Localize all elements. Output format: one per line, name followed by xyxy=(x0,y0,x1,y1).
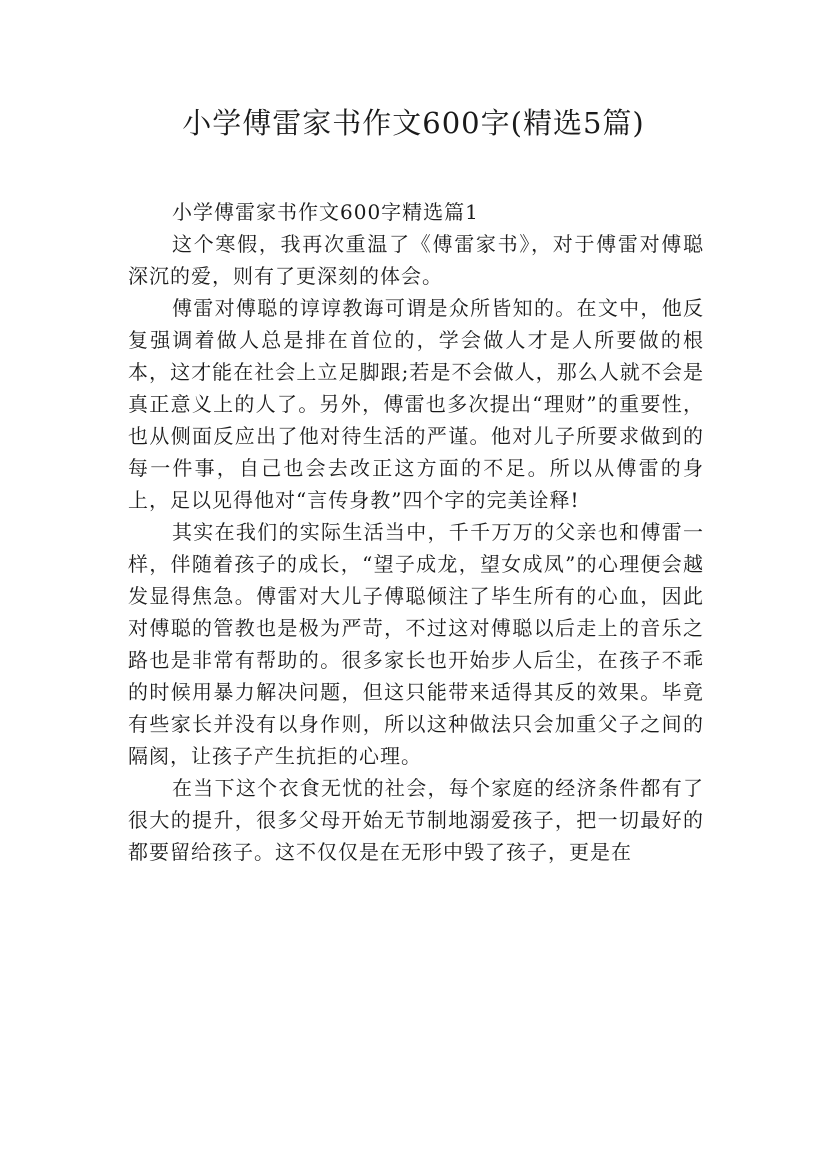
paragraph-4: 在当下这个衣食无忧的社会，每个家庭的经济条件都有了很大的提升，很多父母开始无节制地溺爱孩子，把一切最好的都要留给孩子。这不仅仅是在无形中毁了孩子，更是在 xyxy=(128,776,704,864)
paragraph-2: 傅雷对傅聪的谆谆教诲可谓是众所皆知的。在文中，他反复强调着做人总是排在首位的，学会做人才是人所要做的根本，这才能在社会上立足脚跟;若是不会做人，那么人就不会是真正意义上的人了。另外，傅雷也多次提出“理财”的重要性，也从侧面反应出了他对待生活的严谨。他对儿子所要求做到的每一件事，自己也会去改正这方面的不足。所以从傅雷的身上，足以见得他对“言传身教”四个字的完美诠释! xyxy=(128,296,704,512)
paragraph-1: 这个寒假，我再次重温了《傅雷家书》，对于傅雷对傅聪深沉的爱，则有了更深刻的体会。 xyxy=(128,232,704,288)
section-heading: 小学傅雷家书作文600字精选篇1 xyxy=(172,200,479,224)
paragraph-3: 其实在我们的实际生活当中，千千万万的父亲也和傅雷一样，伴随着孩子的成长，“望子成龙，望女成凤”的心理便会越发显得焦急。傅雷对大儿子傅聪倾注了毕生所有的心血，因此对傅聪的管教也是极为严苛，不过这对傅聪以后走上的音乐之路也是非常有帮助的。很多家长也开始步人后尘，在孩子不乖的时候用暴力解决问题，但这只能带来适得其反的效果。毕竟有些家长并没有以身作则，所以这种做法只会加重父子之间的隔阂，让孩子产生抗拒的心理。 xyxy=(128,520,704,768)
document-body xyxy=(128,196,704,868)
document-title: 小学傅雷家书作文600字(精选5篇) xyxy=(182,106,645,140)
